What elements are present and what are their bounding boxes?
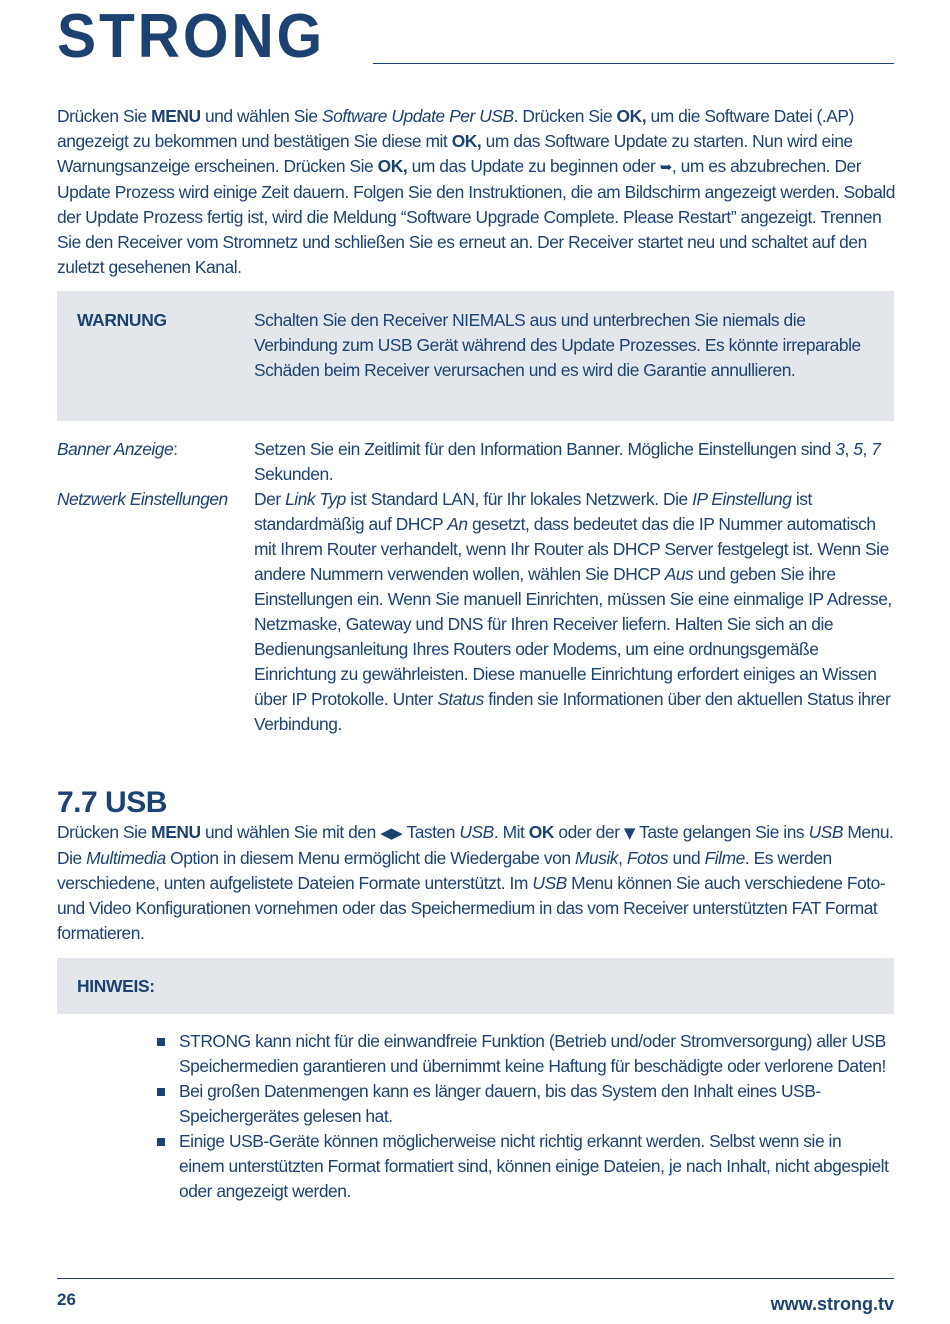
note-item: STRONG kann nicht für die einwandfreie Funktion (Betrieb und/oder Stromversorgung) aller USB Speichermedien garantieren und übernimmt keine Haftung für beschädigte oder verlorene Daten! — [155, 1029, 890, 1079]
page-number: 26 — [57, 1290, 76, 1309]
note-box — [57, 958, 894, 1014]
note-item: Bei großen Datenmengen kann es länger dauern, bis das System den Inhalt eines USB-Speichergerätes gelesen hat. — [155, 1079, 890, 1129]
strong-logo — [57, 4, 329, 64]
network-label: Netzwerk Einstellungen — [57, 489, 228, 509]
bullet-square-icon — [157, 1088, 165, 1096]
footer-rule — [57, 1278, 894, 1279]
intro-paragraph: Drücken Sie MENU und wählen Sie Software Update Per USB. Drücken Sie OK, um die Software Datei (.AP) angezeigt zu bekommen und bestätigen Sie diese mit OK, um das Software Update zu starten. Nun wird eine Warnungsanzeige erscheinen. Drücken Sie OK, um das Update zu beginnen oder ➥, um es abzubrechen. Der Update Prozess wird einige Zeit dauern. Folgen Sie den Instruktionen, die am Bildschirm angezeigt werden. Sobald der Update Prozess fertig ist, wird die Meldung “Software Upgrade Complete. Please Restart” angezeigt. Trennen Sie den Receiver vom Stromnetz und schließen Sie es erneut an. Der Receiver startet neu und schaltet auf den zuletzt gesehenen Kanal. — [57, 106, 895, 277]
website-link: www.strong.tv — [770, 1294, 894, 1314]
network-description: Der Link Typ ist Standard LAN, für Ihr lokales Netzwerk. Die IP Einstellung ist standardmäßig auf DHCP An gesetzt, dass bedeutet das die IP Nummer automatisch mit Ihrem Router verhandelt, wenn Ihr Router als DHCP Server festgelegt ist. Wenn Sie andere Nummern verwenden wollen, wählen Sie DHCP Aus und geben Sie ihre Einstellungen ein. Wenn Sie manuell Einrichten, müssen Sie eine einmalige IP Adresse, Netzmaske, Gateway und DNS für Ihren Receiver liefern. Halten Sie sich an die Bedienungsanleitung Ihres Routers oder Modems, um eine ordnungsgemäße Einrichtung zu gewährleisten. Diese manuelle Einrichtung erfordert einiges an Wissen über IP Protokolle. Unter Status finden sie Informationen über den aktuellen Status ihrer Verbindung. — [254, 489, 892, 734]
bullet-square-icon — [157, 1038, 165, 1046]
warning-text: Schalten Sie den Receiver NIEMALS aus und unterbrechen Sie niemals die Verbindung zum USB Gerät während des Update Prozesses. Es könnte irreparable Schäden beim Receiver verursachen und es wird die Garantie annullieren. — [254, 310, 861, 380]
bullet-square-icon — [157, 1138, 165, 1146]
note-list — [155, 1029, 890, 1204]
warning-box — [57, 291, 894, 421]
logo-text: STRONG — [57, 4, 325, 64]
note-item: Einige USB-Geräte können möglicherweise nicht richtig erkannt werden. Selbst wenn sie in einem unterstützten Format formatiert sind, können einige Dateien, je nach Inhalt, nicht abgespielt oder angezeigt werden. — [155, 1129, 890, 1204]
down-arrow-icon: ▼ — [623, 824, 636, 842]
banner-description: Setzen Sie ein Zeitlimit für den Information Banner. Mögliche Einstellungen sind 3, 5, 7 Sekunden. — [254, 439, 881, 484]
warning-label: WARNUNG — [77, 310, 167, 330]
usb-paragraph: Drücken Sie MENU und wählen Sie mit den ◀▶ Tasten USB. Mit OK oder der ▼ Taste gelangen Sie ins USB Menu. Die Multimedia Option in diesem Menu ermöglicht die Wiedergabe von Musik, Fotos und Filme. Es werden verschiedene, unten aufgelistete Dateien Formate unterstützt. Im USB Menu können Sie auch verschiedene Foto- und Video Konfigurationen vornehmen oder das Speichermedium in das vom Receiver unterstützten FAT Format formatieren. — [57, 822, 894, 943]
header-rule — [373, 63, 894, 64]
left-right-arrows-icon: ◀▶ — [380, 824, 403, 842]
section-title: 7.7 USB — [57, 786, 167, 819]
banner-label: Banner Anzeige: — [57, 439, 178, 459]
note-label: HINWEIS: — [77, 976, 155, 996]
exit-icon: ➥ — [659, 158, 672, 176]
